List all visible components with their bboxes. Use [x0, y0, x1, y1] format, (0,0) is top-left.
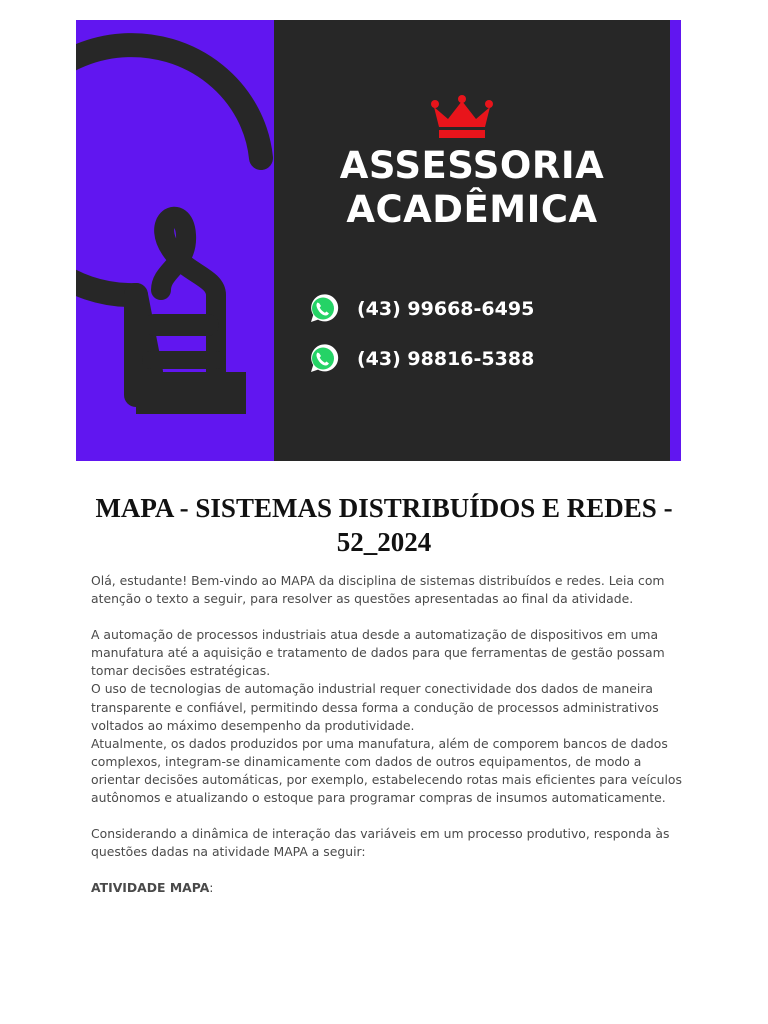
phone-number: (43) 98816-5388	[357, 348, 535, 370]
paragraph-spacer	[91, 608, 691, 626]
lightbulb-icon	[76, 20, 681, 461]
intro-paragraph: Olá, estudante! Bem-vindo ao MAPA da disciplina de sistemas distribuídos e redes. Leia com atenção o texto a seguir, para resolver as questões apresentadas ao final da atividade.	[91, 573, 665, 607]
whatsapp-icon	[306, 342, 340, 376]
activity-heading	[91, 879, 691, 897]
paragraph-spacer	[91, 861, 691, 879]
phone-contact-1	[306, 292, 534, 326]
brand-name-line1: ASSESSORIA	[339, 144, 605, 187]
document-title: MAPA - SISTEMAS DISTRIBUÍDOS E REDES - 52_2024	[95, 493, 673, 557]
advertising-banner	[76, 20, 681, 461]
paragraph-spacer	[91, 807, 691, 825]
phone-number: (43) 99668-6495	[357, 298, 535, 320]
body-paragraph: Atualmente, os dados produzidos por uma manufatura, além de comporem bancos de dados complexos, integram-se dinamicamente com dados de outros equipamentos, de modo a orientar decisões automáticas, por exemplo, estabelecendo rotas mais eficientes para veículos autônomos e atualizando o estoque para programar compras de insumos automaticamente.	[91, 735, 682, 806]
whatsapp-icon	[306, 292, 340, 326]
activity-label: ATIVIDADE MAPA	[91, 880, 210, 896]
closing-paragraph: Considerando a dinâmica de interação das variáveis em um processo produtivo, responda às questões dadas na atividade MAPA a seguir:	[91, 826, 670, 860]
crown-icon	[431, 95, 493, 139]
activity-colon: :	[209, 880, 214, 896]
document-body	[91, 572, 691, 897]
phone-contact-2	[306, 342, 534, 376]
brand-name-line2: ACADÊMICA	[346, 188, 598, 231]
body-paragraph: A automação de processos industriais atua desde a automatização de dispositivos em uma manufatura até a aquisição e tratamento de dados para que ferramentas de gestão possam tomar decisões estratégicas.	[91, 627, 665, 679]
body-paragraph: O uso de tecnologias de automação industrial requer conectividade dos dados de maneira transparente e confiável, permitindo dessa forma a condução de processos administrativos voltados ao máximo desempenho da produtividade.	[91, 681, 659, 733]
